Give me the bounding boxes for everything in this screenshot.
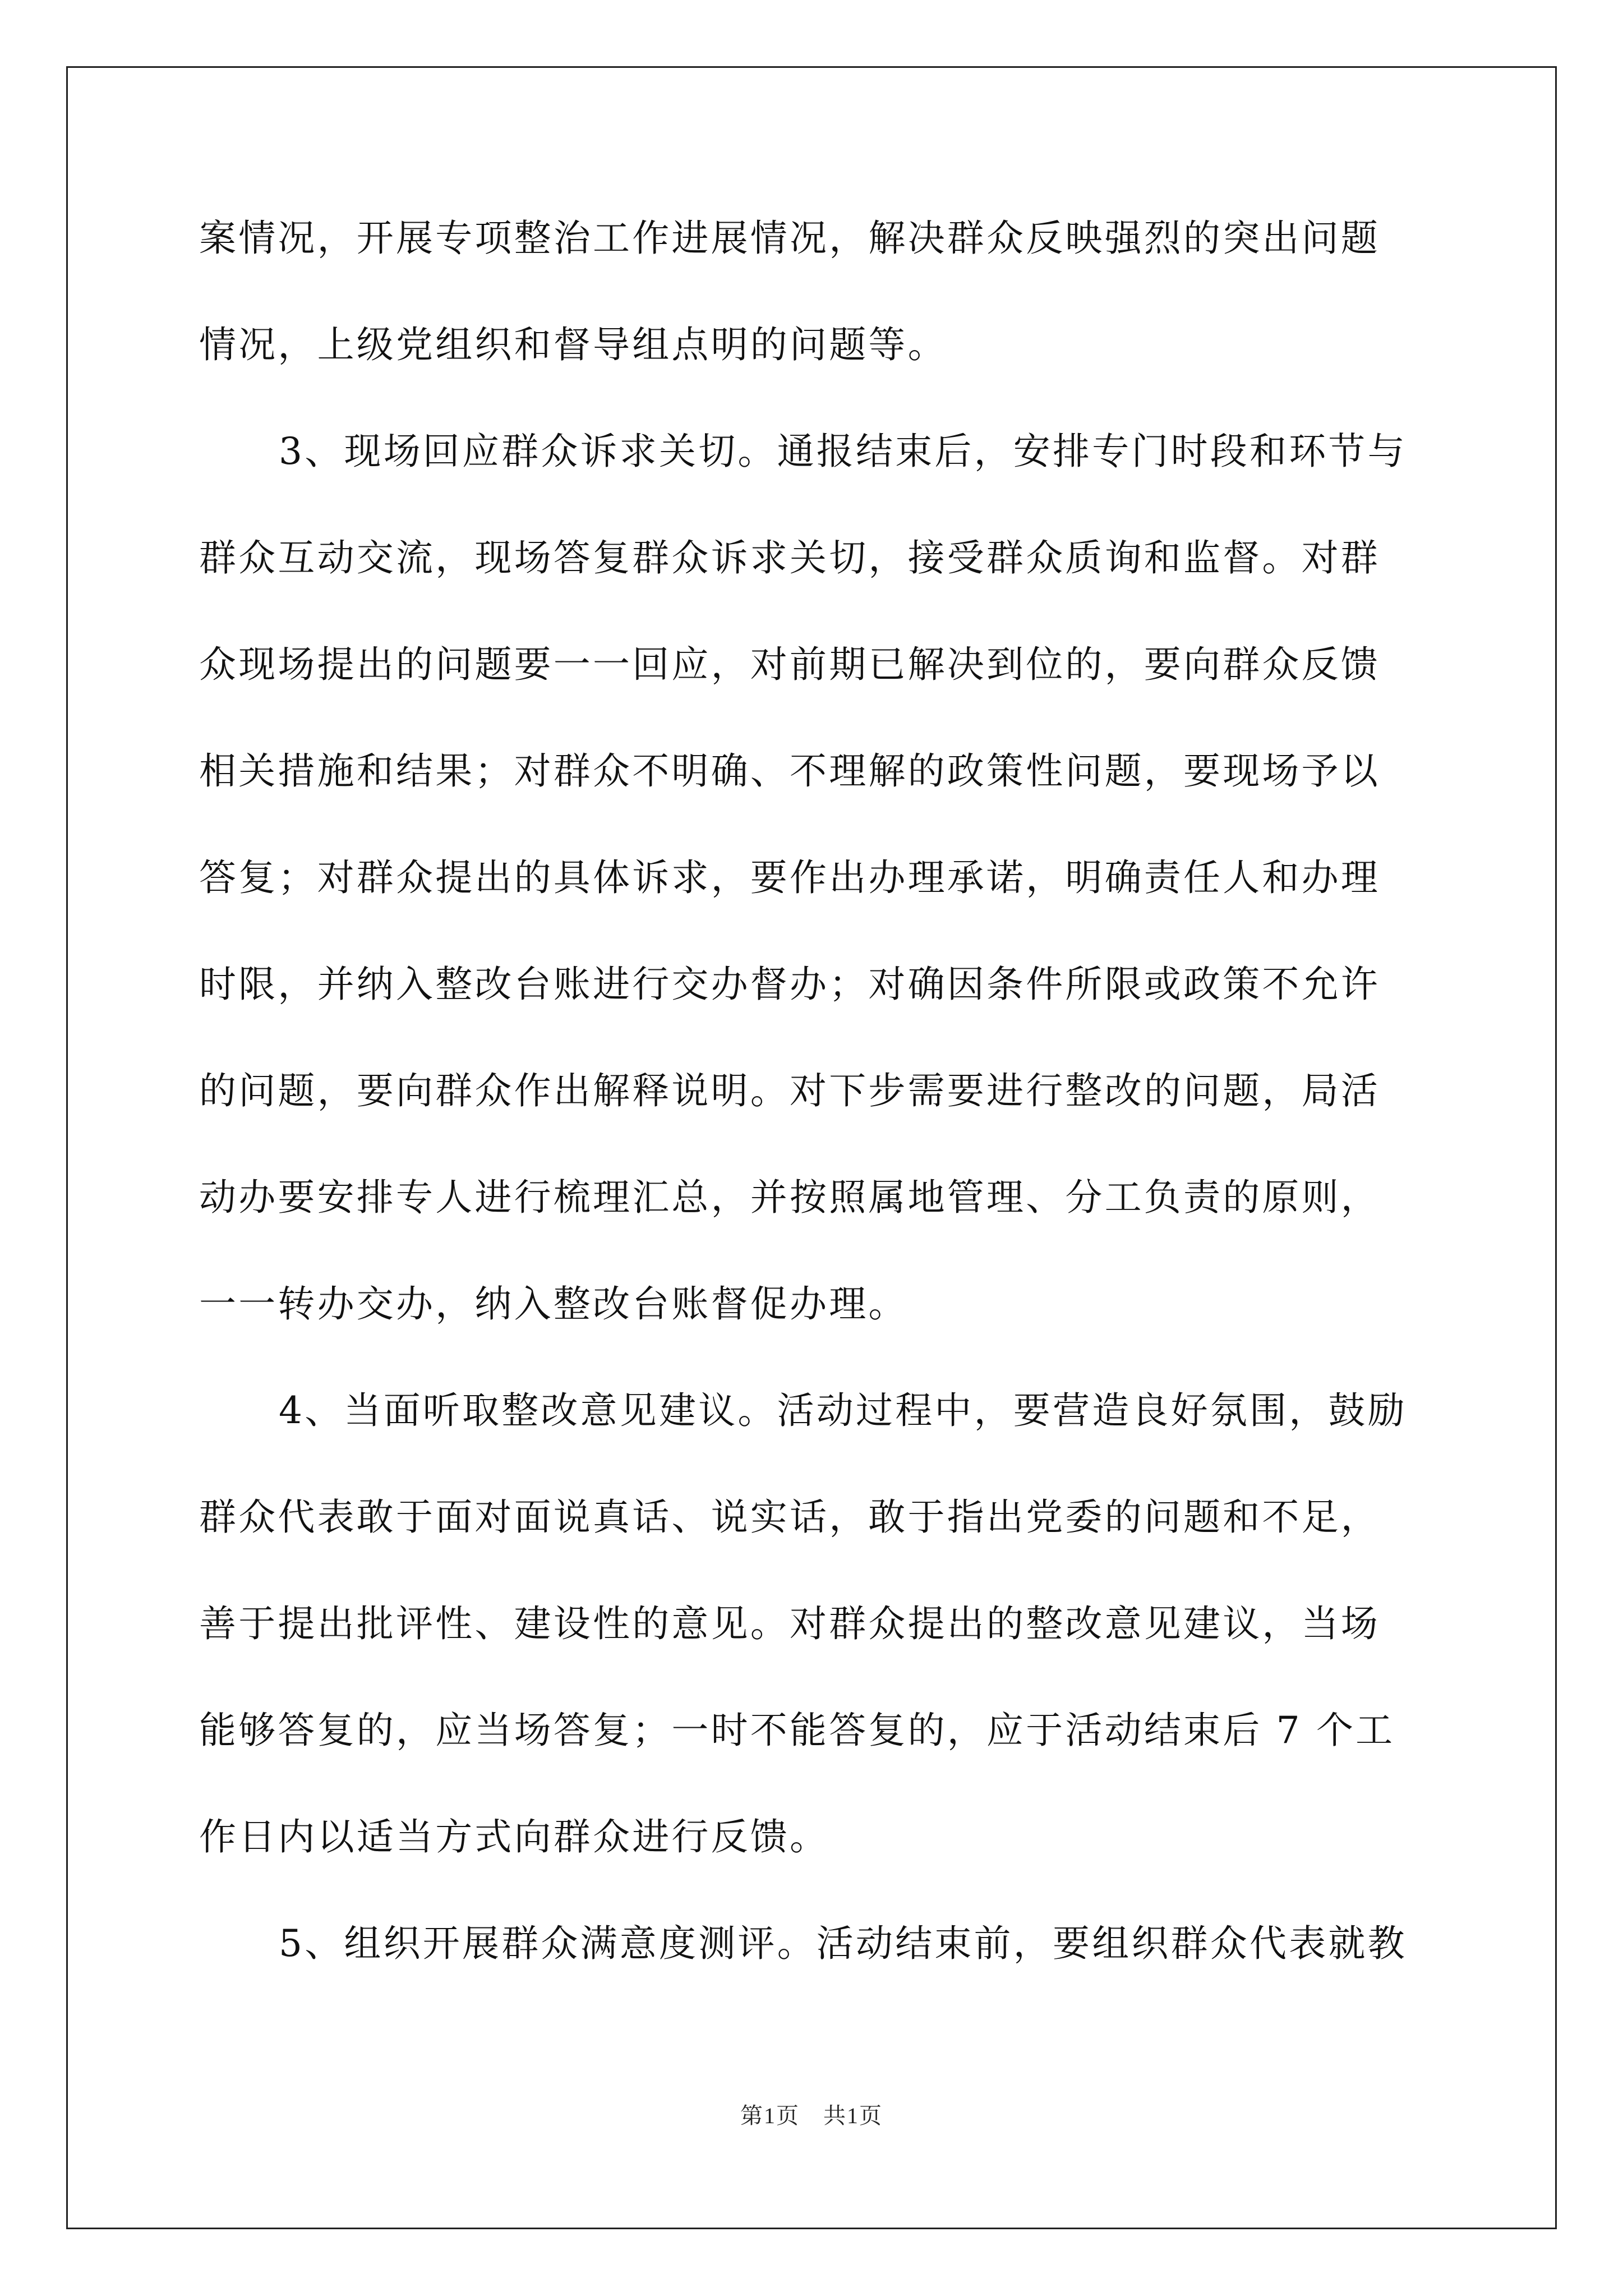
text-line: 善于提出批评性、建设性的意见。对群众提出的整改意见建议，当场 xyxy=(199,1602,1380,1645)
text-line: 案情况，开展专项整治工作进展情况，解决群众反映强烈的突出问题 xyxy=(199,217,1380,260)
text-line: 群众代表敢于面对面说真话、说实话，敢于指出党委的问题和不足， xyxy=(199,1496,1380,1539)
paragraph xyxy=(199,1890,1422,1997)
paragraph xyxy=(199,185,1422,398)
text-line: 情况，上级党组织和督导组点明的问题等。 xyxy=(199,323,947,366)
text-line: 作日内以适当方式向群众进行反馈。 xyxy=(199,1815,829,1858)
text-line: 能够答复的，应当场答复；一时不能答复的，应于活动结束后 7 个工 xyxy=(199,1709,1395,1752)
paragraph xyxy=(199,1358,1422,1890)
text-line: 答复；对群众提出的具体诉求，要作出办理承诺，明确责任人和办理 xyxy=(199,856,1380,899)
text-line: 4、当面听取整改意见建议。活动过程中，要营造良好氛围，鼓励 xyxy=(279,1389,1407,1432)
text-line: 的问题，要向群众作出解释说明。对下步需要进行整改的问题，局活 xyxy=(199,1069,1380,1112)
text-line: 相关措施和结果；对群众不明确、不理解的政策性问题，要现场予以 xyxy=(199,749,1380,793)
text-line: 时限，并纳入整改台账进行交办督办；对确因条件所限或政策不允许 xyxy=(199,963,1380,1006)
page-footer: 第1页 共1页 xyxy=(740,2103,883,2128)
paragraph xyxy=(199,398,1422,1358)
text-line: 5、组织开展群众满意度测评。活动结束前，要组织群众代表就教 xyxy=(279,1922,1407,1965)
text-line: 众现场提出的问题要一一回应，对前期已解决到位的，要向群众反馈 xyxy=(199,643,1380,686)
document-body xyxy=(199,185,1422,1997)
text-line: 一一转办交办，纳入整改台账督促办理。 xyxy=(199,1282,908,1326)
text-line: 3、现场回应群众诉求关切。通报结束后，安排专门时段和环节与 xyxy=(279,430,1407,473)
text-line: 群众互动交流，现场答复群众诉求关切，接受群众质询和监督。对群 xyxy=(199,536,1380,579)
text-line: 动办要安排专人进行梳理汇总，并按照属地管理、分工负责的原则， xyxy=(199,1176,1380,1219)
